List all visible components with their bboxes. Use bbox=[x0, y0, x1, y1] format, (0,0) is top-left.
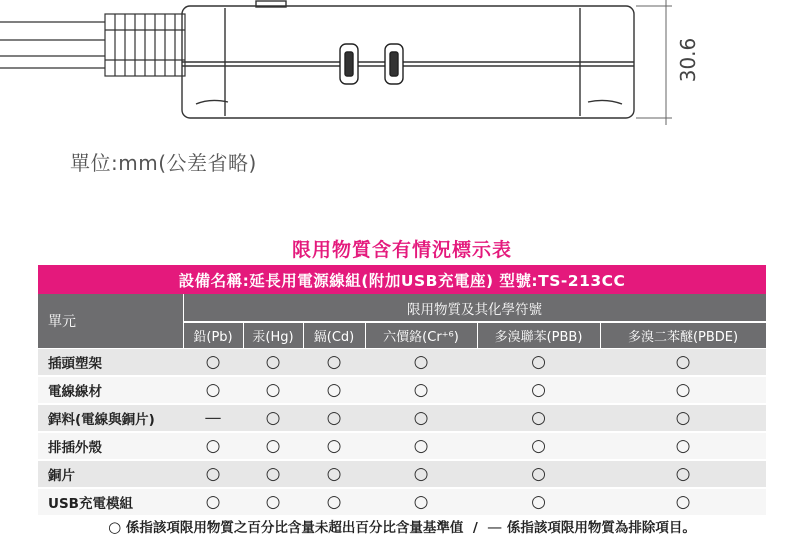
usb-ports bbox=[340, 44, 403, 84]
dimension-label bbox=[668, 20, 708, 100]
cable-lines bbox=[0, 22, 105, 68]
column-header: 多溴聯苯(PBB) bbox=[477, 322, 600, 349]
row-unit-name: 排插外殼 bbox=[38, 432, 183, 460]
row-unit-name: 插頭塑架 bbox=[38, 349, 183, 377]
substance-table-sheet bbox=[38, 265, 766, 517]
compliance-mark: ○ bbox=[600, 488, 766, 516]
compliance-mark: ○ bbox=[303, 376, 365, 404]
legend-circle-text: 係指該項限用物質之百分比含量未超出百分比含量基準值 bbox=[125, 520, 464, 536]
compliance-mark: ○ bbox=[303, 349, 365, 377]
row-unit-name: 電線線材 bbox=[38, 376, 183, 404]
compliance-mark: ○ bbox=[243, 404, 303, 432]
table-row bbox=[38, 460, 766, 488]
compliance-mark: ○ bbox=[183, 376, 243, 404]
compliance-mark: ○ bbox=[477, 432, 600, 460]
compliance-mark: ○ bbox=[243, 349, 303, 377]
table-row bbox=[38, 349, 766, 377]
column-header: 六價鉻(Cr⁺⁶) bbox=[365, 322, 477, 349]
compliance-mark: ○ bbox=[600, 376, 766, 404]
unit-note: 單位:mm(公差省略) bbox=[70, 151, 257, 175]
column-header: 鉛(Pb) bbox=[183, 322, 243, 349]
compliance-mark: ○ bbox=[365, 376, 477, 404]
compliance-mark: — bbox=[183, 404, 243, 432]
substance-group-header: 限用物質及其化學符號 bbox=[183, 294, 766, 322]
compliance-mark: ○ bbox=[477, 404, 600, 432]
legend bbox=[0, 516, 804, 536]
compliance-mark: ○ bbox=[477, 376, 600, 404]
row-unit-name: USB充電模組 bbox=[38, 488, 183, 516]
compliance-mark: ○ bbox=[243, 460, 303, 488]
compliance-mark: ○ bbox=[303, 404, 365, 432]
table-row bbox=[38, 404, 766, 432]
device-body bbox=[182, 1, 634, 118]
compliance-mark: ○ bbox=[303, 460, 365, 488]
row-unit-name: 銲料(電線與銅片) bbox=[38, 404, 183, 432]
legend-separator: / bbox=[472, 520, 478, 536]
strain-relief bbox=[105, 14, 185, 76]
table-row bbox=[38, 376, 766, 404]
dimension-value: 30.6 bbox=[676, 37, 700, 83]
column-header: 汞(Hg) bbox=[243, 322, 303, 349]
compliance-mark: ○ bbox=[600, 432, 766, 460]
table-row bbox=[38, 488, 766, 516]
legend-dash-symbol: — bbox=[487, 518, 503, 536]
compliance-mark: ○ bbox=[183, 349, 243, 377]
compliance-mark: ○ bbox=[365, 488, 477, 516]
compliance-mark: ○ bbox=[243, 488, 303, 516]
legend-dash-text: 係指該項限用物質為排除項目。 bbox=[506, 520, 696, 536]
substance-table bbox=[38, 294, 767, 517]
column-header: 鎘(Cd) bbox=[303, 322, 365, 349]
compliance-mark: ○ bbox=[183, 460, 243, 488]
compliance-mark: ○ bbox=[365, 349, 477, 377]
compliance-mark: ○ bbox=[477, 349, 600, 377]
table-row bbox=[38, 432, 766, 460]
dimension-line bbox=[636, 0, 672, 125]
compliance-mark: ○ bbox=[365, 460, 477, 488]
compliance-mark: ○ bbox=[183, 488, 243, 516]
compliance-mark: ○ bbox=[365, 404, 477, 432]
compliance-mark: ○ bbox=[600, 460, 766, 488]
equipment-banner: 設備名稱:延長用電源線組(附加USB充電座) 型號:TS-213CC bbox=[38, 265, 766, 294]
row-unit-name: 銅片 bbox=[38, 460, 183, 488]
compliance-mark: ○ bbox=[365, 432, 477, 460]
unit-header: 單元 bbox=[38, 294, 183, 349]
compliance-mark: ○ bbox=[600, 404, 766, 432]
compliance-mark: ○ bbox=[600, 349, 766, 377]
compliance-mark: ○ bbox=[303, 432, 365, 460]
compliance-mark: ○ bbox=[477, 488, 600, 516]
compliance-mark: ○ bbox=[303, 488, 365, 516]
compliance-mark: ○ bbox=[243, 376, 303, 404]
compliance-mark: ○ bbox=[183, 432, 243, 460]
legend-circle-symbol: ○ bbox=[108, 518, 122, 536]
column-header: 多溴二苯醚(PBDE) bbox=[600, 322, 766, 349]
compliance-mark: ○ bbox=[243, 432, 303, 460]
table-title: 限用物質含有情況標示表 bbox=[291, 239, 512, 261]
compliance-mark: ○ bbox=[477, 460, 600, 488]
